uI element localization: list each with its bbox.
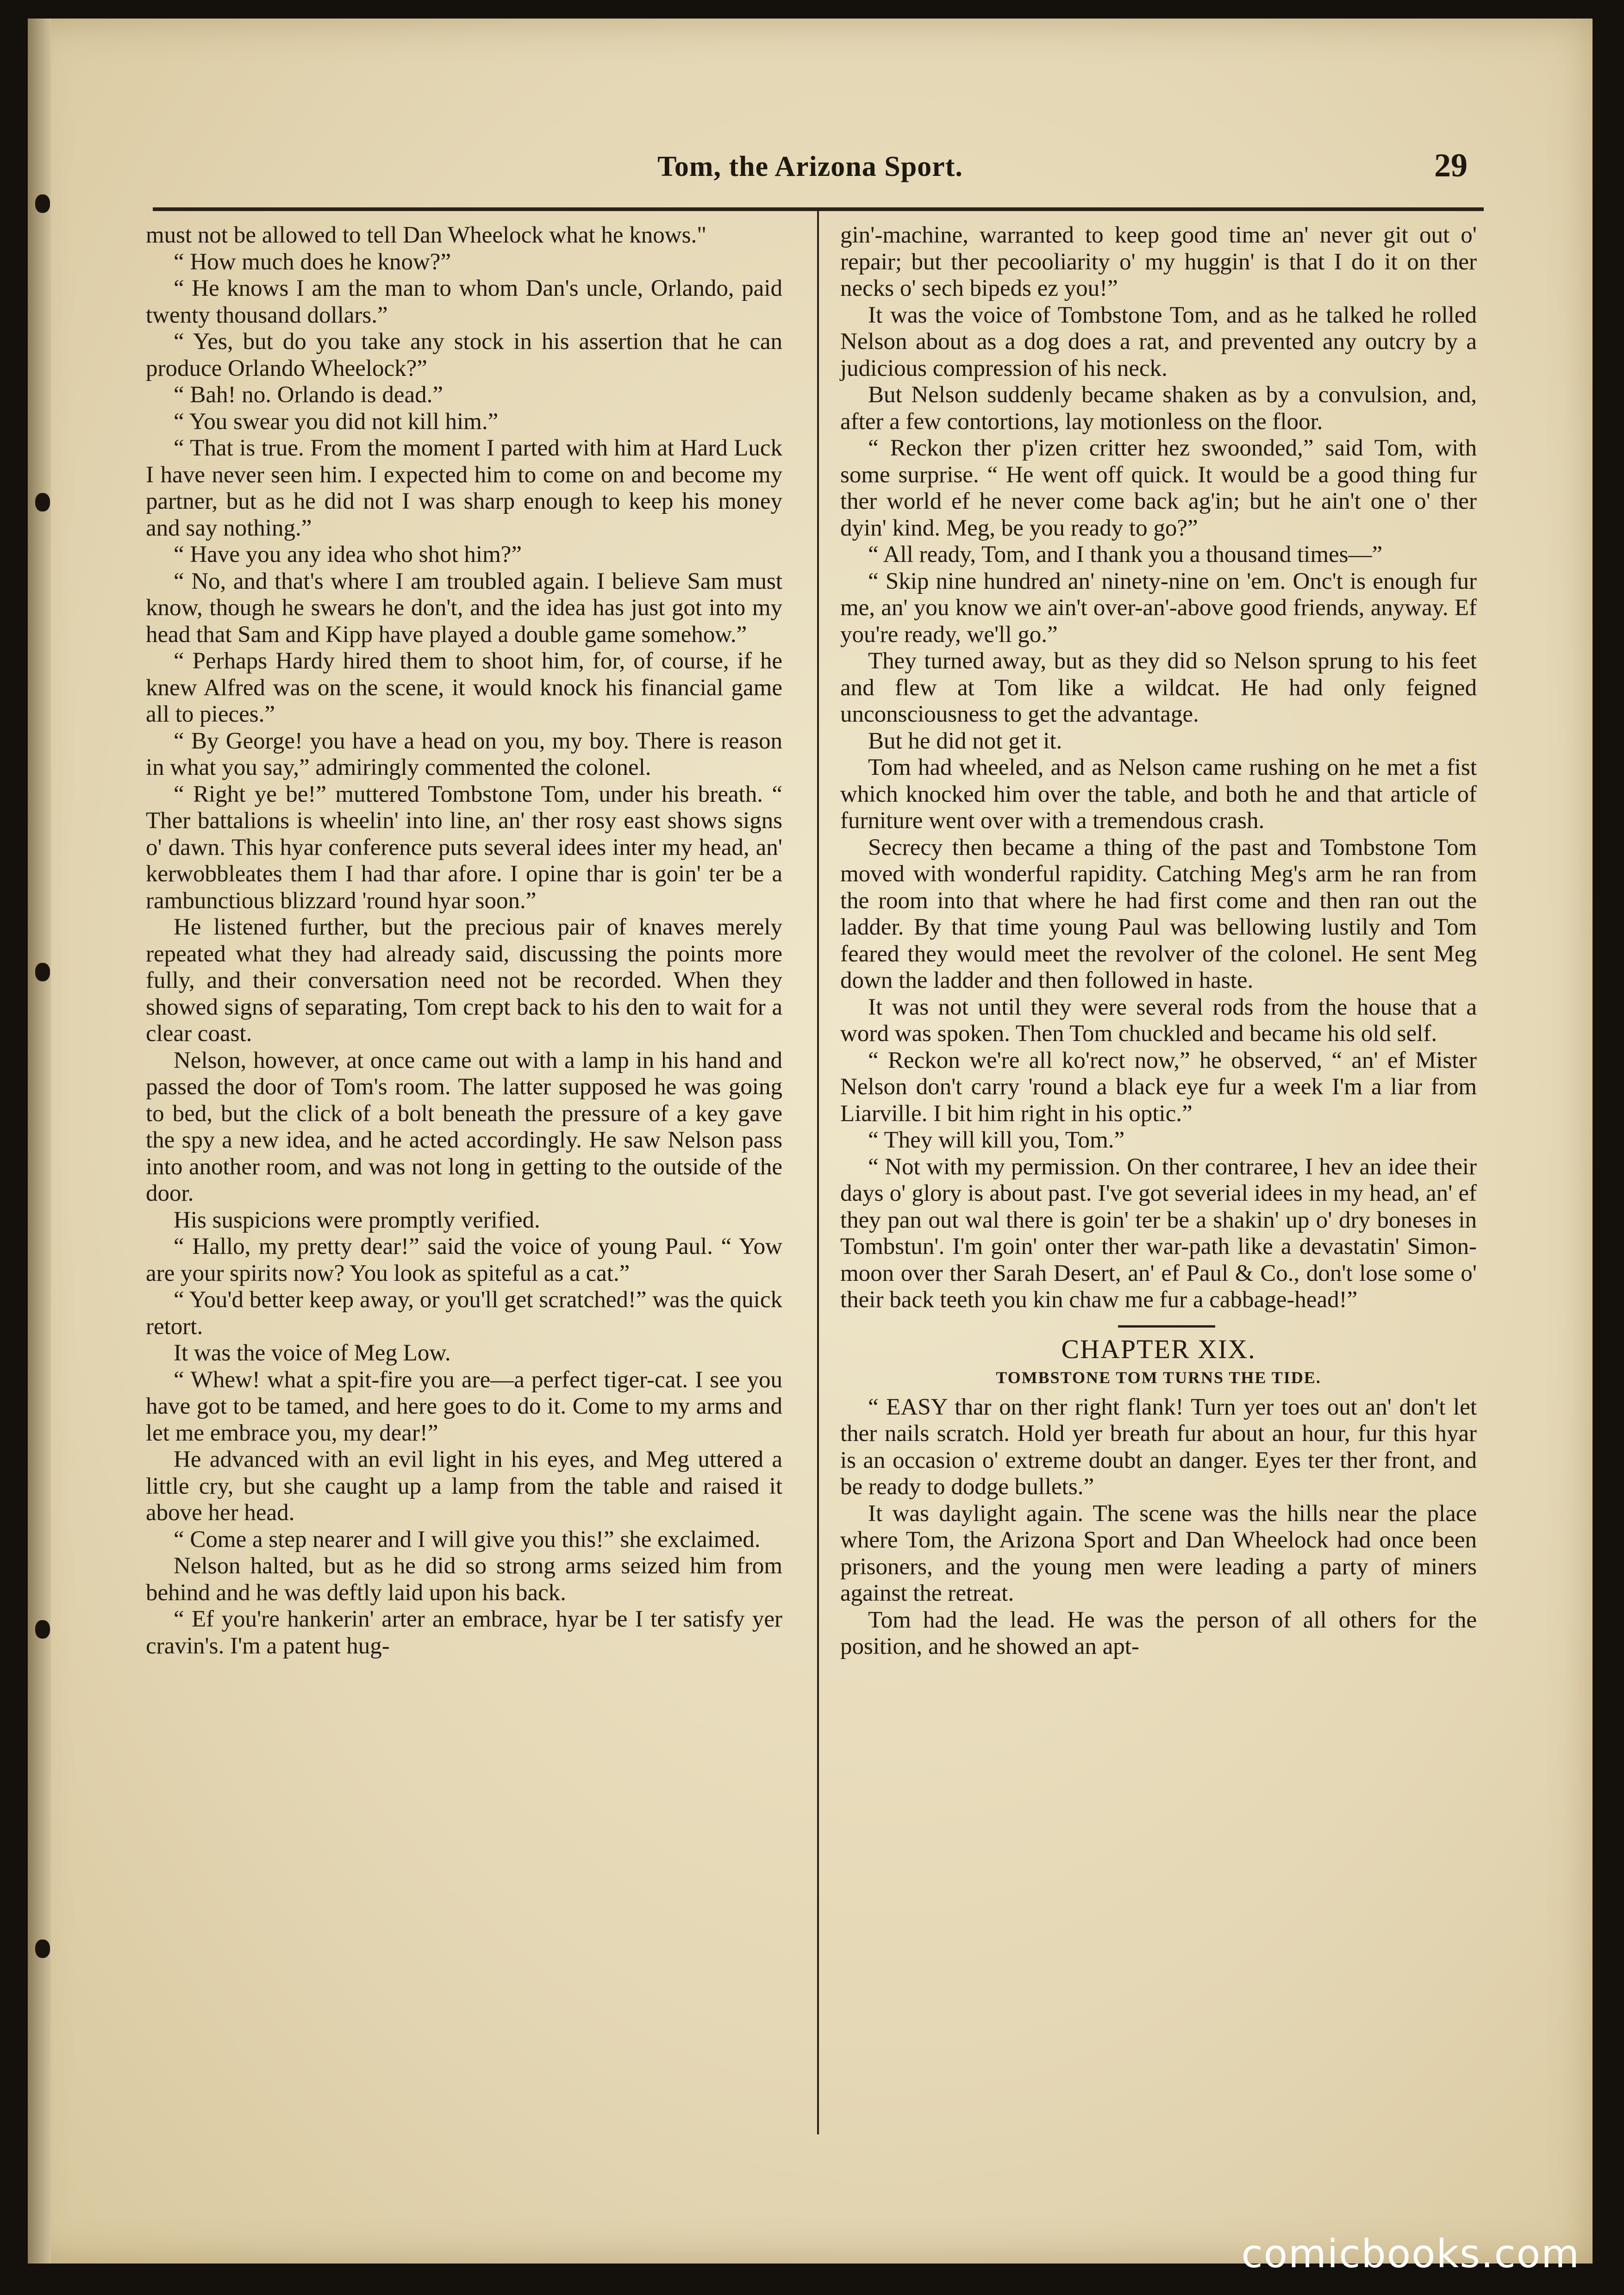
- binding-hole: [35, 493, 50, 511]
- paragraph: “ Ef you're hankerin' arter an embrace, hyar be I ter satisfy yer cravin's. I'm a patent hug-: [146, 1606, 782, 1659]
- left-column: [146, 222, 782, 1659]
- binding-hole: [35, 1620, 50, 1639]
- paragraph: But he did not get it.: [868, 728, 1062, 754]
- chapter-divider-rule: [1118, 1325, 1215, 1328]
- paragraph: It was the voice of Tombstone Tom, and as he talked he rolled Nelson about as a dog does a rat, and prevented any outcry by a judicious compression of his neck.: [840, 302, 1477, 381]
- watermark-text: comicbooks.com: [1241, 2231, 1580, 2276]
- paragraph: “ Reckon we're all ko'rect now,” he observed, “ an' ef Mister Nelson don't carry 'round a black eye fur a week I'm a liar from Liarville. I bit him right in his optic.”: [840, 1047, 1477, 1127]
- magazine-page: [28, 19, 1593, 2264]
- paragraph: must not be allowed to tell Dan Wheelock what he knows.": [146, 222, 707, 248]
- page-binding-edge: [28, 19, 51, 2264]
- column-divider: [817, 211, 819, 2134]
- paragraph: “ You'd better keep away, or you'll get scratched!” was the quick retort.: [146, 1287, 782, 1340]
- paragraph: “ All ready, Tom, and I thank you a thousand times—”: [868, 542, 1383, 568]
- paragraph: It was the voice of Meg Low.: [174, 1340, 451, 1366]
- header-rule: [153, 207, 1484, 211]
- paragraph: But Nelson suddenly became shaken as by a convulsion, and, after a few contortions, lay motionless on the floor.: [840, 382, 1477, 435]
- paragraph: “ Hallo, my pretty dear!” said the voice of young Paul. “ Yow are your spirits now? You look as spiteful as a cat.”: [146, 1234, 782, 1286]
- paragraph: “ Have you any idea who shot him?”: [174, 542, 522, 568]
- paragraph: “ Not with my permission. On ther contraree, I hev an idee their days o' glory is about past. I've got severial idees in my head, an' ef they pan out wal there is goin' ter be a shakin' up o' dry boneses in Tombstun'. I'm goin' onter ther war-path like a devastatin' Simon-moon over ther Sarah Desert, an' ef Paul & Co., don't lose some o' their back teeth you kin chaw me fur a cabbage-head!”: [840, 1154, 1477, 1313]
- page-number: 29: [1434, 147, 1468, 184]
- paragraph: “ They will kill you, Tom.”: [868, 1127, 1125, 1153]
- right-column: [840, 222, 1477, 1660]
- paragraph: “ No, and that's where I am troubled again. I believe Sam must know, though he swears he don't, and the idea has just got into my head that Sam and Kipp have played a double game somehow.”: [146, 568, 782, 648]
- chapter-subtitle: TOMBSTONE TOM TURNS THE TIDE.: [996, 1368, 1321, 1387]
- paragraph: He advanced with an evil light in his eyes, and Meg uttered a little cry, but she caught up a lamp from the table and raised it above her head.: [146, 1447, 782, 1526]
- paragraph: Tom had the lead. He was the person of all others for the position, and he showed an apt-: [840, 1607, 1477, 1659]
- paragraph: “ How much does he know?”: [174, 249, 451, 275]
- paragraph: Nelson halted, but as he did so strong arms seized him from behind and he was deftly laid upon his back.: [146, 1553, 782, 1606]
- paragraph: They turned away, but as they did so Nelson sprung to his feet and flew at Tom like a wildcat. He had only feigned unconsciousness to get the advantage.: [840, 648, 1477, 727]
- paragraph: “ Whew! what a spit-fire you are—a perfect tiger-cat. I see you have got to be tamed, and here goes to do it. Come to my arms and let me embrace you, my dear!”: [146, 1366, 782, 1446]
- paragraph: “ That is true. From the moment I parted with him at Hard Luck I have never seen him. I expected him to come on and become my partner, but as he did not I was sharp enough to keep his money and say nothing.”: [146, 435, 782, 541]
- paragraph: “ Yes, but do you take any stock in his assertion that he can produce Orlando Wheelock?”: [146, 329, 782, 381]
- paragraph: “ You swear you did not kill him.”: [174, 408, 499, 435]
- paragraph: Nelson, however, at once came out with a lamp in his hand and passed the door of Tom's room. The latter supposed he was going to bed, but the click of a bolt beneath the pressure of a key gave the spy a new idea, and he acted accordingly. He saw Nelson pass into another room, and was not long in getting to the outside of the door.: [146, 1047, 782, 1206]
- paragraph: He listened further, but the precious pair of knaves merely repeated what they had already said, discussing the points more fully, and their conversation need not be recorded. When they showed signs of separating, Tom crept back to his den to wait for a clear coast.: [146, 914, 782, 1047]
- paragraph: “ Skip nine hundred an' ninety-nine on 'em. Onc't is enough fur me, an' you know we ain't over-an'-above good friends, anyway. Ef you're ready, we'll go.”: [840, 568, 1477, 648]
- binding-hole: [35, 963, 50, 981]
- chapter-heading: CHAPTER XIX.: [1061, 1334, 1256, 1364]
- paragraph: gin'-machine, warranted to keep good time an' never git out o' repair; but ther pecooliarity o' my huggin' is that I do it on ther necks o' sech bipeds ez you!”: [840, 222, 1477, 301]
- paragraph: It was not until they were several rods from the house that a word was spoken. Then Tom chuckled and became his old self.: [840, 994, 1477, 1047]
- paragraph: “ Bah! no. Orlando is dead.”: [174, 382, 443, 408]
- running-title: Tom, the Arizona Sport.: [657, 151, 963, 182]
- paragraph: “ By George! you have a head on you, my boy. There is reason in what you say,” admiringly commented the colonel.: [146, 728, 782, 780]
- paragraph: His suspicions were promptly verified.: [174, 1207, 540, 1233]
- paragraph: “ EASY thar on ther right flank! Turn yer toes out an' don't let ther nails scratch. Hold yer breath fur about an hour, fur this hyar is an occasion o' extreme doubt an danger. Eyes ter ther front, and be ready to dodge bullets.”: [840, 1394, 1477, 1500]
- paragraph: It was daylight again. The scene was the hills near the place where Tom, the Arizona Sport and Dan Wheelock had once been prisoners, and the young men were leading a party of miners against the retreat.: [840, 1500, 1477, 1606]
- paragraph: “ Right ye be!” muttered Tombstone Tom, under his breath. “ Ther battalions is wheelin' into line, an' ther rosy east shows signs o' dawn. This hyar conference puts several idees inter my head, an' kerwobbleates them I had thar afore. I opine thar is goin' ter be a rambunctious blizzard 'round hyar soon.”: [146, 781, 782, 914]
- paragraph: “ He knows I am the man to whom Dan's uncle, Orlando, paid twenty thousand dollars.”: [146, 275, 782, 328]
- paragraph: “ Come a step nearer and I will give you this!” she exclaimed.: [174, 1526, 761, 1553]
- binding-hole: [35, 194, 50, 213]
- paragraph: “ Reckon ther p'izen critter hez swoonded,” said Tom, with some surprise. “ He went off quick. It would be a good thing fur ther world ef he never come back ag'in; but he ain't one o' ther dyin' kind. Meg, be you ready to go?”: [840, 435, 1477, 541]
- binding-hole: [35, 1940, 50, 1958]
- paragraph: Tom had wheeled, and as Nelson came rushing on he met a fist which knocked him over the table, and both he and that article of furniture went over with a tremendous crash.: [840, 755, 1477, 834]
- paragraph: “ Perhaps Hardy hired them to shoot him, for, of course, if he knew Alfred was on the scene, it would knock his financial game all to pieces.”: [146, 648, 782, 727]
- paragraph: Secrecy then became a thing of the past and Tombstone Tom moved with wonderful rapidity. Catching Meg's arm he ran from the room into that where he had first come and then ran out the ladder. By that time young Paul was bellowing lustily and Tom feared they would meet the revolver of the colonel. He sent Meg down the ladder and then followed in haste.: [840, 834, 1477, 993]
